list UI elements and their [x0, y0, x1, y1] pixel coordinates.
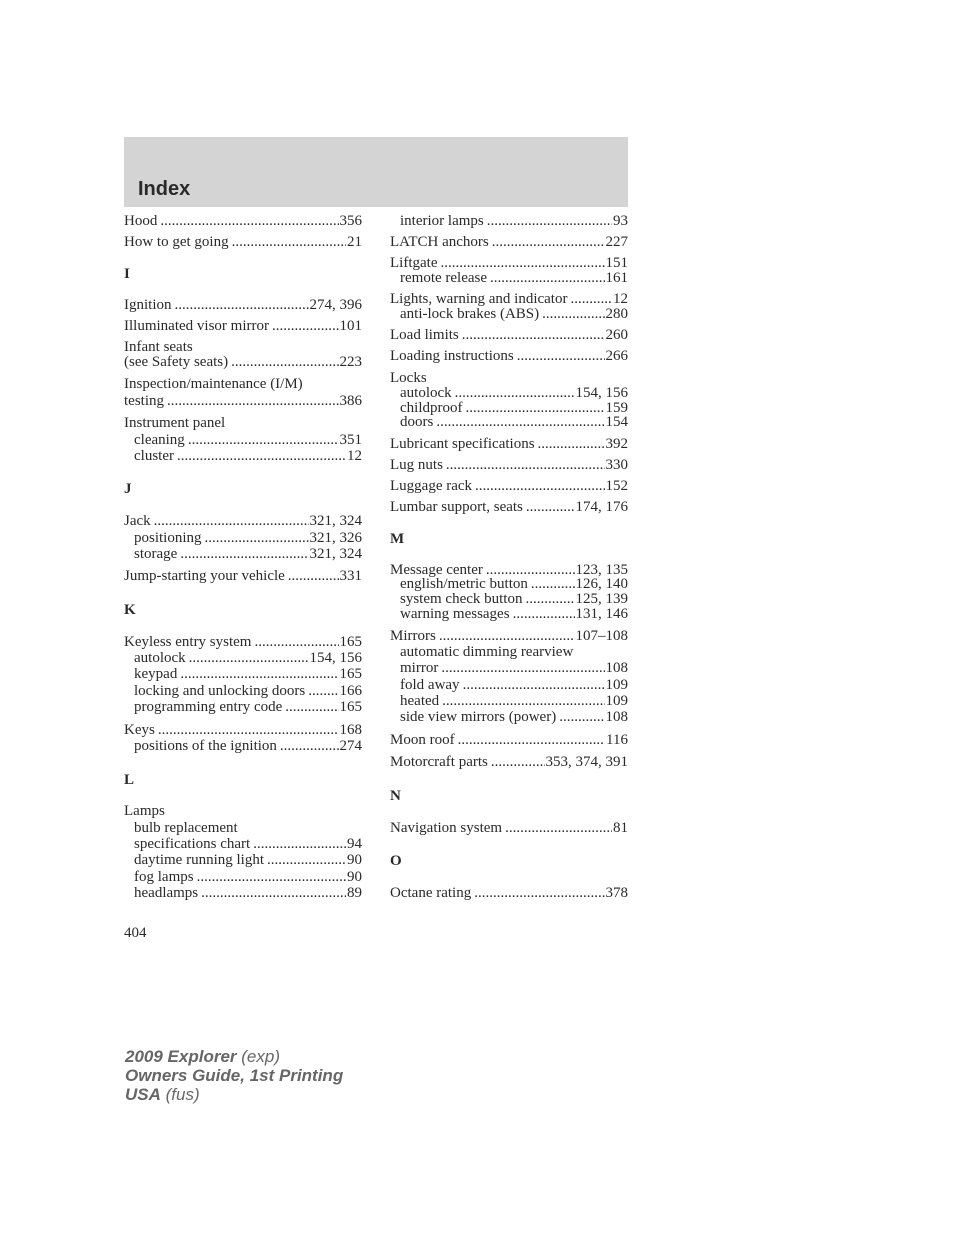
- dot-leader: [231, 354, 338, 371]
- index-entry: [390, 348, 628, 365]
- footer-guide: Owners Guide, 1st Printing: [125, 1066, 344, 1085]
- index-entry-page: 356: [339, 213, 362, 229]
- index-entry-label: fold away: [400, 677, 460, 693]
- index-entry: [134, 530, 362, 547]
- dot-leader: [177, 448, 346, 465]
- index-entry: [134, 836, 362, 853]
- dot-leader: [272, 318, 339, 335]
- index-entry-page: 116: [606, 732, 628, 748]
- index-entry-label: Luggage rack: [390, 478, 473, 494]
- index-entry-page: 280: [605, 306, 628, 322]
- dot-leader: [232, 234, 346, 251]
- dot-leader: [491, 754, 545, 771]
- index-entry-label: Lubricant specifications: [390, 436, 535, 452]
- dot-leader: [441, 660, 604, 677]
- index-entry-label: Loading instructions: [390, 348, 514, 364]
- index-subheading: [124, 415, 362, 432]
- index-entry-page: 166: [339, 683, 362, 699]
- index-entry-page: 321, 326: [309, 530, 362, 546]
- index-entry-page: 131, 146: [575, 606, 628, 622]
- index-entry-page: 168: [339, 722, 362, 738]
- index-entry-page: 392: [605, 436, 628, 452]
- index-entry: [390, 436, 628, 453]
- index-entry: [134, 738, 362, 755]
- index-entry: [124, 213, 362, 230]
- index-entry: [400, 270, 628, 287]
- index-letter-heading: J: [124, 481, 132, 497]
- index-entry: [390, 234, 628, 251]
- dot-leader: [158, 722, 339, 739]
- index-entry-page: 378: [605, 885, 628, 901]
- index-entry-label: positioning: [134, 530, 202, 546]
- footer-region-code: (fus): [165, 1085, 200, 1104]
- index-entry-label: Lamps: [124, 803, 165, 819]
- dot-leader: [517, 348, 605, 365]
- index-entry-label: warning messages: [400, 606, 510, 622]
- index-entry-label: Jack: [124, 513, 151, 529]
- index-entry-label: bulb replacement: [134, 820, 238, 836]
- index-entry-page: 90: [347, 852, 362, 868]
- dot-leader: [538, 436, 605, 453]
- index-entry-page: 386: [339, 393, 362, 409]
- index-entry-label: storage: [134, 546, 178, 562]
- dot-leader: [474, 885, 604, 902]
- footer-model: 2009 Explorer: [125, 1047, 237, 1066]
- index-entry-page: 165: [339, 699, 362, 715]
- index-entry-page: 123, 135: [575, 562, 628, 578]
- index-entry-label: side view mirrors (power): [400, 709, 557, 725]
- index-entry-label: Inspection/maintenance (I/M): [124, 376, 303, 392]
- index-entry-label: interior lamps: [400, 213, 484, 229]
- index-entry-page: 174, 176: [575, 499, 628, 515]
- index-entry: [400, 693, 628, 710]
- index-entry-label: Octane rating: [390, 885, 472, 901]
- index-entry: [134, 650, 362, 667]
- index-entry: [124, 634, 362, 651]
- index-entry-page: 154, 156: [309, 650, 362, 666]
- index-entry-label: headlamps: [134, 885, 199, 901]
- dot-leader: [439, 628, 575, 645]
- index-entry-page: 165: [339, 634, 362, 650]
- index-subheading: [134, 820, 362, 837]
- index-entry-label: Navigation system: [390, 820, 503, 836]
- index-subheading: [124, 376, 362, 393]
- index-entry-label: remote release: [400, 270, 488, 286]
- index-entry: [390, 732, 628, 749]
- index-entry-label: cleaning: [134, 432, 185, 448]
- index-entry: [124, 297, 362, 314]
- index-entry-label: specifications chart: [134, 836, 251, 852]
- dot-leader: [201, 885, 346, 902]
- index-entry-label: Ignition: [124, 297, 172, 313]
- page-number: 404: [124, 925, 147, 941]
- index-subheading: [124, 803, 362, 820]
- index-entry: [134, 546, 362, 563]
- index-entry-page: 351: [339, 432, 362, 448]
- index-entry: [400, 306, 628, 323]
- index-entry: [134, 432, 362, 449]
- index-entry-page: 159: [605, 400, 628, 416]
- index-entry-label: How to get going: [124, 234, 229, 250]
- index-entry-label: Lumbar support, seats: [390, 499, 523, 515]
- index-entry-label: english/metric button: [400, 576, 528, 592]
- index-entry-label: doors: [400, 414, 434, 430]
- index-entry: [390, 478, 628, 495]
- index-entry-label: locking and unlocking doors: [134, 683, 306, 699]
- index-letter-heading: N: [390, 788, 401, 804]
- index-entry-page: 81: [613, 820, 628, 836]
- index-entry-label: Message center: [390, 562, 483, 578]
- index-entry-label: Moon roof: [390, 732, 455, 748]
- index-entry: [134, 885, 362, 902]
- dot-leader: [188, 432, 339, 449]
- dot-leader: [180, 666, 338, 683]
- index-entry: [390, 820, 628, 837]
- index-entry-page: 90: [347, 869, 362, 885]
- index-entry-label: autolock: [400, 385, 452, 401]
- index-entry: [124, 722, 362, 739]
- index-entry: [124, 568, 362, 585]
- index-entry-page: 125, 139: [575, 591, 628, 607]
- index-entry: [400, 709, 628, 726]
- index-entry-page: 353, 374, 391: [545, 754, 628, 770]
- index-entry-label: mirror: [400, 660, 439, 676]
- dot-leader: [288, 568, 339, 585]
- dot-leader: [462, 327, 605, 344]
- dot-leader: [505, 820, 612, 837]
- dot-leader: [559, 709, 604, 726]
- footer-model-code: (exp): [241, 1047, 280, 1066]
- index-letter-heading: O: [390, 853, 402, 869]
- dot-leader: [280, 738, 339, 755]
- index-entry-label: Lights, warning and indicator: [390, 291, 568, 307]
- dot-leader: [542, 306, 604, 323]
- index-entry: [400, 414, 628, 431]
- dot-leader: [463, 677, 605, 694]
- index-entry-page: 330: [605, 457, 628, 473]
- index-entry-page: 154: [605, 414, 628, 430]
- index-entry-label: Lug nuts: [390, 457, 443, 473]
- index-entry-page: 109: [605, 693, 628, 709]
- index-entry-label: anti-lock brakes (ABS): [400, 306, 540, 322]
- index-entry-label: keypad: [134, 666, 178, 682]
- dot-leader: [475, 478, 604, 495]
- index-entry: [124, 393, 362, 410]
- index-entry-label: Keys: [124, 722, 155, 738]
- index-entry: [390, 885, 628, 902]
- index-entry-label: Illuminated visor mirror: [124, 318, 269, 334]
- index-entry-page: 274: [339, 738, 362, 754]
- index-entry: [390, 499, 628, 516]
- index-entry-label: fog lamps: [134, 869, 194, 885]
- index-entry: [134, 869, 362, 886]
- page-title: Index: [138, 178, 191, 200]
- index-entry-page: 274, 396: [309, 297, 362, 313]
- index-entry-label: heated: [400, 693, 440, 709]
- index-entry-page: 89: [347, 885, 362, 901]
- index-entry: [134, 683, 362, 700]
- dot-leader: [436, 414, 604, 431]
- index-entry: [124, 513, 362, 530]
- dot-leader: [189, 650, 309, 667]
- index-letter-heading: I: [124, 266, 130, 282]
- index-entry: [134, 666, 362, 683]
- index-entry: [134, 852, 362, 869]
- index-entry-page: 101: [339, 318, 362, 334]
- index-entry-page: 108: [605, 660, 628, 676]
- index-entry: [400, 660, 628, 677]
- index-entry: [124, 318, 362, 335]
- dot-leader: [267, 852, 346, 869]
- index-entry-page: 154, 156: [575, 385, 628, 401]
- index-entry-label: Locks: [390, 370, 427, 386]
- dot-leader: [308, 683, 338, 700]
- document-footer: [125, 1047, 343, 1104]
- index-entry: [390, 327, 628, 344]
- dot-leader: [180, 546, 308, 563]
- index-entry-page: 331: [339, 568, 362, 584]
- index-entry: [390, 628, 628, 645]
- dot-leader: [487, 213, 612, 230]
- index-header-bar: [124, 137, 628, 207]
- index-entry-label: testing: [124, 393, 164, 409]
- index-letter-heading: L: [124, 772, 135, 788]
- dot-leader: [458, 732, 605, 749]
- index-entry-page: 109: [605, 677, 628, 693]
- index-entry-page: 12: [347, 448, 362, 464]
- dot-leader: [205, 530, 309, 547]
- index-entry-label: Liftgate: [390, 255, 438, 271]
- index-entry-page: 151: [605, 255, 628, 271]
- dot-leader: [526, 499, 575, 516]
- index-letter-heading: K: [124, 602, 136, 618]
- index-entry: [400, 213, 628, 230]
- index-entry-page: 21: [347, 234, 362, 250]
- index-entry-page: 94: [347, 836, 362, 852]
- index-entry-label: cluster: [134, 448, 174, 464]
- index-entry-label: Keyless entry system: [124, 634, 252, 650]
- dot-leader: [167, 393, 339, 410]
- dot-leader: [490, 270, 604, 287]
- index-entry-page: 321, 324: [309, 513, 362, 529]
- dot-leader: [446, 457, 605, 474]
- index-entry-label: Mirrors: [390, 628, 436, 644]
- index-entry-page: 321, 324: [309, 546, 362, 562]
- index-entry-label: (see Safety seats): [124, 354, 229, 370]
- footer-region: USA: [125, 1085, 161, 1104]
- index-entry-label: Infant seats: [124, 339, 193, 355]
- dot-leader: [513, 606, 575, 623]
- index-entry-label: positions of the ignition: [134, 738, 277, 754]
- index-entry-page: 93: [613, 213, 628, 229]
- index-entry: [400, 677, 628, 694]
- dot-leader: [285, 699, 338, 716]
- index-entry-page: 107–108: [575, 628, 628, 644]
- index-entry-label: Load limits: [390, 327, 459, 343]
- index-entry-label: daytime running light: [134, 852, 264, 868]
- index-entry-page: 227: [605, 234, 628, 250]
- index-entry: [390, 457, 628, 474]
- index-entry: [134, 699, 362, 716]
- dot-leader: [175, 297, 309, 314]
- dot-leader: [254, 634, 338, 651]
- dot-leader: [442, 693, 604, 710]
- index-entry: [400, 606, 628, 623]
- index-entry: [124, 234, 362, 251]
- index-entry-label: automatic dimming rearview: [400, 644, 574, 660]
- index-entry-label: LATCH anchors: [390, 234, 489, 250]
- index-entry-page: 152: [605, 478, 628, 494]
- index-entry-page: 126, 140: [575, 576, 628, 592]
- index-entry-label: autolock: [134, 650, 186, 666]
- index-entry-page: 165: [339, 666, 362, 682]
- dot-leader: [253, 836, 346, 853]
- index-entry: [390, 754, 628, 771]
- dot-leader: [197, 869, 346, 886]
- index-entry-page: 260: [605, 327, 628, 343]
- index-entry-label: Motorcraft parts: [390, 754, 488, 770]
- index-letter-heading: M: [390, 531, 405, 547]
- dot-leader: [160, 213, 338, 230]
- dot-leader: [492, 234, 605, 251]
- index-entry-label: Jump-starting your vehicle: [124, 568, 285, 584]
- index-entry-page: 266: [605, 348, 628, 364]
- index-entry-label: Hood: [124, 213, 158, 229]
- index-entry-label: Instrument panel: [124, 415, 226, 431]
- index-entry: [124, 354, 362, 371]
- index-entry-label: system check button: [400, 591, 523, 607]
- index-entry: [134, 448, 362, 465]
- index-entry-page: 161: [605, 270, 628, 286]
- index-entry-page: 223: [339, 354, 362, 370]
- dot-leader: [154, 513, 309, 530]
- index-subheading: [400, 644, 628, 661]
- index-entry-label: childproof: [400, 400, 463, 416]
- index-entry-label: programming entry code: [134, 699, 283, 715]
- index-entry-page: 12: [613, 291, 628, 307]
- index-entry-page: 108: [605, 709, 628, 725]
